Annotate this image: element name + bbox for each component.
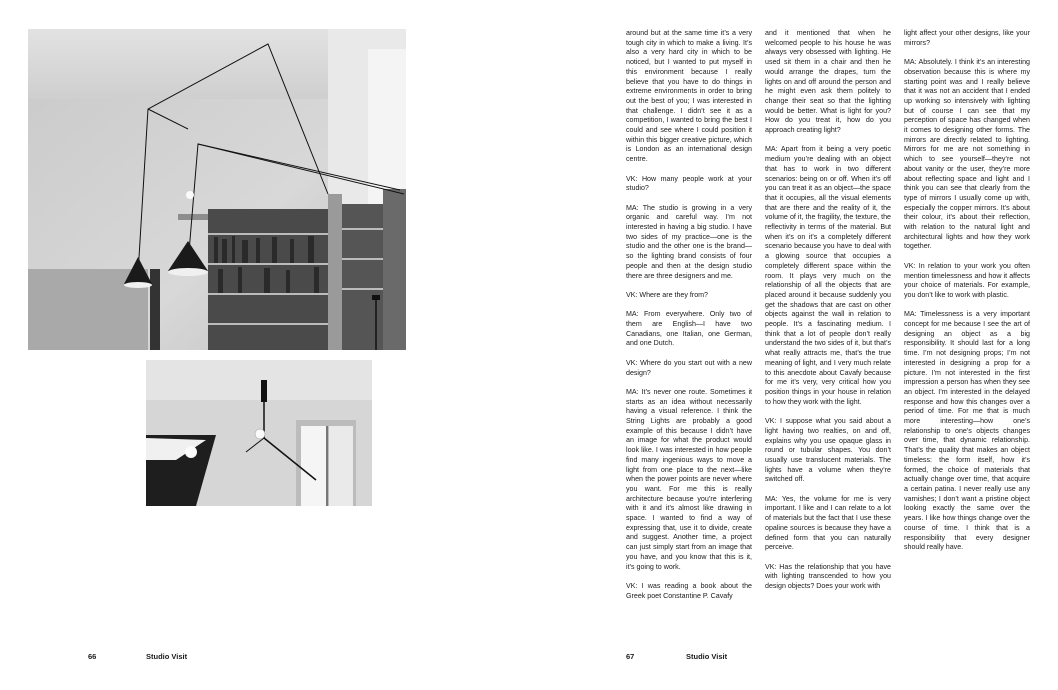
paragraph: MA: Timelessness is a very important concept for me because I see the art of designing an object as a big responsibility. It should last for a long time. I’m not designing props; I’m not interested in designing a prop for a picture. I’m not interested in the first impression a person has when they see an object. I’m interested in the delayed response and how this changes over a period of time. For me that is much more interesting—how one’s relationship to one’s objects changes over time, that dynamic relationship. That’s the quality that makes an object timeless: the form itself, how it’s formed, the choice of materials that actually change over time, that acquire a certain patina. I never really use any varnishes; I don’t want a pristine object looking exactly the same over the years. I like how things change over the course of time. I think that is a responsibility that every designer should really have. bbox=[904, 310, 1030, 552]
interior-photo-graphic bbox=[28, 29, 406, 350]
paragraph: around but at the same time it’s a very tough city in which to make a living. It’s also a very hard city in which to be noticed, but I wanted to put myself in this environment because I really believe that you have to do things in extreme environments in order to bring out the best of you; I was interested in that challenge. I didn’t see it as a competition, I wanted to bring the best I could and see where I could position it within this bigger creative picture, which is London as an international design centre. bbox=[626, 29, 752, 164]
running-head-right: Studio Visit bbox=[686, 652, 728, 661]
text-column-1 bbox=[626, 29, 752, 611]
paragraph: VK: How many people work at your studio? bbox=[626, 174, 752, 193]
paragraph: MA: Apart from it being a very poetic medium you’re dealing with an object that has to work in two different scenarios: being on or off. When it’s off you can treat it as an object—the space that it occupies, all the visual elements that are there and the reality of it, the volume of it, the fragility, the texture, the reflectivity in terms of the material. But when it’s on it’s a completely different scenario because you have to deal with a glowing source that occupies a completely different space within the room. It plays very much on the relationship of all the objects that are placed around it because suddenly you get the shadows that are cast on other objects against the wall in relation to people. It’s a fascinating medium. I think that a lot of people don’t really understand the two sides of it, but that’s what really attracts me, that’s the true meaning of light, and I very much relate to this anecdote about Cavafy because for me it’s very, very critical how you position things in your house in relation to how they work with the light. bbox=[765, 145, 891, 406]
paragraph: VK: I was reading a book about the Greek poet Constantine P. Cavafy bbox=[626, 581, 752, 600]
paragraph: VK: Has the relationship that you have with lighting transcended to how you design objects? Does your work with bbox=[765, 562, 891, 591]
paragraph: MA: From everywhere. Only two of them are English—I have two Canadians, one Italian, one German, and one Dutch. bbox=[626, 310, 752, 348]
page-number-right: 67 bbox=[626, 652, 635, 661]
pendant-light-photo bbox=[146, 360, 372, 506]
paragraph: VK: Where are they from? bbox=[626, 290, 709, 299]
paragraph: VK: In relation to your work you often mention timelessness and how it affects your choice of materials. For example, you don’t like to work with plastic. bbox=[904, 261, 1030, 299]
paragraph: MA: Absolutely. I think it’s an interesting observation because this is where my starting point was and I really believe that it was not an accident that I ended up working so intensively with lighting but of course I can see that my perception of space has changed when it comes to designing other forms. The mirrors are directly related to lighting. Mirrors for me are not something in which to see yourself—they’re not about vanity or the user, they’re more about reflecting space and light and I think you can see that clearly from the type of mirrors I usually come up with, especially the copper mirrors. It’s about their colour, it’s about their reflection, with relation to the natural light and architectural lights and how they work together. bbox=[904, 58, 1030, 251]
page-number-left: 66 bbox=[88, 652, 97, 661]
running-head-left: Studio Visit bbox=[146, 652, 188, 661]
paragraph: MA: The studio is growing in a very organic and careful way. I’m not interested in having a big studio. I have two sides of my practice—one is the studio and the other one is the brand—so the lighting brand consists of four people and then at the design studio there are three designers and me. bbox=[626, 203, 752, 280]
interior-photo-string-lights bbox=[28, 29, 406, 350]
paragraph: light affect your other designs, like your mirrors? bbox=[904, 29, 1030, 47]
paragraph: VK: Where do you start out with a new design? bbox=[626, 358, 752, 377]
pendant-light-graphic bbox=[146, 360, 372, 506]
text-column-2 bbox=[765, 29, 891, 601]
text-column-3 bbox=[904, 29, 1030, 563]
paragraph: MA: It’s never one route. Sometimes it starts as an idea without necessarily having a visual reference. I think the String Lights are probably a good example of this because I didn’t have an image for what the product would look like. I was interested in how people find many ingenious ways to move a light from one place to the next—like when the power points are never where you want. For me this is really architecture because you’re interfering with it and it’s almost like drawing in space. I wanted to find a way of expressing that, use it to divide, create and suggest. Another time, a project can just simply start from an image that you have, and you know that this is it, it’s going to work. bbox=[626, 387, 752, 571]
paragraph: VK: I suppose what you said about a light having two realties, on and off, explains why you use opaque glass in round or tubular shapes. You don’t usually use translucent materials. The lights have a volume when they’re switched off. bbox=[765, 417, 891, 484]
paragraph: MA: Yes, the volume for me is very important. I like and I can relate to a lot of materials but the fact that I use these opaline sources is because they have a defined form that you can naturally perceive. bbox=[765, 494, 891, 552]
paragraph: and it mentioned that when he welcomed people to his house he was always very obsessed with lighting. He used sit them in a chair and then he would arrange the drapes, turn the lights on and off around the person and he might even ask them politely to change their seat so that the lighting would be better. What is light for you? How do you treat it, how do you approach creating light? bbox=[765, 29, 891, 135]
